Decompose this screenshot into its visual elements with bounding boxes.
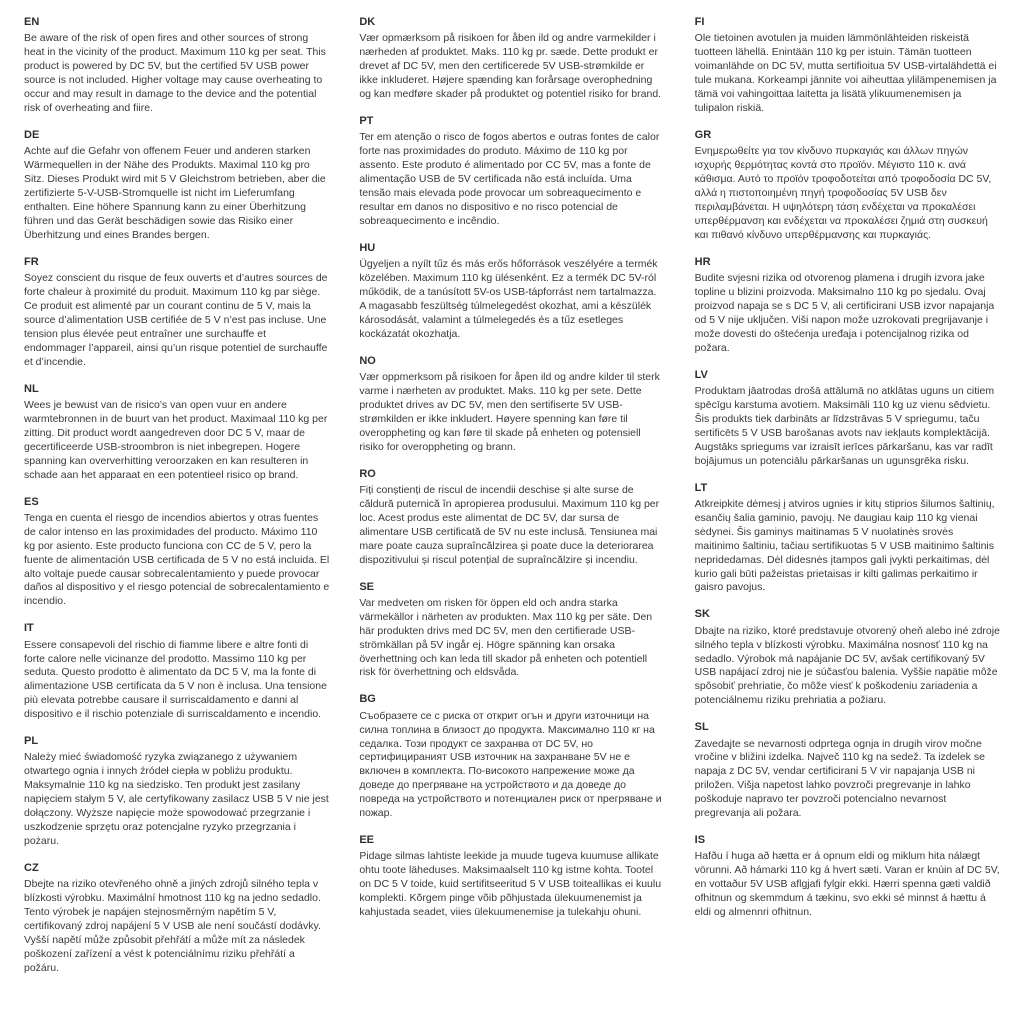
lang-code: PT	[359, 114, 374, 127]
lang-code: SK	[694, 608, 710, 621]
lang-code: HR	[694, 255, 711, 268]
lang-text: Wees je bewust van de risico’s van open vuur en andere warmtebronnen in de buurt van het product. Maximaal 110 kg per zitting. Dit product wordt aangedreven door DC 5 V, maar de gecertificeerde USB-stroombron is niet inbegrepen. Hogere spanning kan oververhitting veroorzaken en kan resulteren in schade aan het apparaat en een potentieel risico op brand.	[24, 398, 328, 481]
lang-code: RO	[359, 467, 376, 480]
lang-text: Be aware of the risk of open fires and other sources of strong heat in the vicinity of the product. Maximum 110 kg per seat. This product is powered by DC 5V, but the certified 5V USB power source is not included. Higher voltage may cause overheating to occur and may result in damage to the device and the potential risk of overheating and fiire.	[24, 32, 326, 114]
lang-code: BG	[359, 693, 376, 706]
lang-section-nl	[24, 383, 329, 483]
lang-text: Atkreipkite dėmesį į atviros ugnies ir kitų stiprios šilumos šaltinių, esančių šalia gaminio, pavojų. Ne daugiau kaip 110 kg vienai sėdynei. Šis gaminys maitinamas 5 V nuolatinės srovės maitinimo šaltiniu, tačiau sertifikuotas 5 V USB maitinimo šaltinis nepridedamas. Dėl didesnės įtampos gali įvykti perkaitimas, dėl kurio gali būti pažeistas prietaisas ir kilti galimas perkaitimo ir gaisro pavojus.	[694, 497, 995, 594]
lang-text: Съобразете се с риска от открит огън и други източници на силна топлина в близост до продукта. Максимално 110 кг на седалка. Този продукт се захранва от DC 5V, но сертифицираният USB източник на захранване 5V не е включен в комплекта. По-високото напрежение може да доведе до прегряване на устройството и да доведе до повреда на устройството и потенциален риск от прегряване и пожар.	[359, 709, 662, 820]
lang-text: Hafðu í huga að hætta er á opnum eldi og miklum hita nálægt vörunni. Að hámarki 110 kg á hvert sæti. Varan er knúin af DC 5V, en vottaður 5V USB aflgjafi fylgir ekki. Hærri spenna gæti valdið ofhitnun og skemmdum á tækinu, svo ekki sé minnst á hættu á eldi og almennri ofhitnun.	[694, 850, 1000, 919]
column-2	[359, 16, 664, 989]
lang-text: Vær oppmerksom på risikoen for åpen ild og andre kilder til sterk varme i nærheten av produktet. Maks. 110 kg per sete. Dette produktet drives av DC 5V, men den sertifiserte 5V USB-strømkilden er ikke inkludert. Høyere spenning kan føre til overoppheting og kan føre til skade på enheten og potensiell risiko for overoppheting og brann.	[359, 370, 660, 453]
lang-section-en	[24, 16, 329, 116]
lang-code: PL	[24, 735, 39, 748]
lang-text: Należy mieć świadomość ryzyka związanego z używaniem otwartego ognia i innych źródeł ciepła w pobliżu produktu. Maksymalnie 110 kg na siedzisko. Ten produkt jest zasilany napięciem stałym 5 V, ale certyfikowany zasilacz USB 5 V nie jest dołączony. Wyższe napięcie może spowodować przegrzanie i uszkodzenie sprzętu oraz potencjalne ryzyko przegrzania i pożaru.	[24, 751, 329, 848]
lang-section-bg	[359, 693, 664, 821]
lang-section-hu	[359, 242, 664, 342]
lang-text: Ter em atenção o risco de fogos abertos e outras fontes de calor forte nas proximidades do produto. Máximo de 110 kg por assento. Este produto é alimentado por CC 5V, mas a fonte de alimentação USB de 5V certificada não está incluída. Uma tensão mais elevada pode provocar um sobreaquecimento e resultar em danos no dispositivo e no risco potencial de sobreaquecimento e incêndio.	[359, 131, 660, 227]
lang-section-hr	[695, 256, 1000, 356]
lang-section-gr	[695, 129, 1000, 243]
lang-section-sl	[695, 721, 1000, 821]
lang-text: Ügyeljen a nyílt tűz és más erős hőforrások veszélyére a termék közelében. Maximum 110 kg ülésenként. Ez a termék DC 5V-ról működik, de a tanúsított 5V-os USB-tápforrást nem tartalmazza. A magasabb feszültség túlmelegedést okozhat, ami a készülék károsodását, valamint a túlmelegedés és a tűz esetleges kockázatát okozhatja.	[359, 258, 658, 340]
lang-code: IT	[24, 622, 34, 635]
lang-code: EN	[24, 16, 40, 28]
lang-text: Produktam jāatrodas drošā attālumā no atklātas uguns un citiem spēcīgu karstuma avotiem. Maksimāli 110 kg uz vienu sēdvietu. Šis produkts tiek darbināts ar līdzstrāvas 5 V spriegumu, taču sertificēts 5 V USB barošanas avots nav iekļauts komplektācijā. Augstāks spriegums var izraisīt ierīces pārkaršanu, kas var radīt bojājumus un potenciālu pārkaršanas un ugunsgrēka risku.	[694, 384, 995, 467]
lang-code: NL	[24, 382, 39, 395]
lang-code: LV	[694, 368, 708, 381]
lang-section-fr	[24, 256, 329, 370]
lang-text: Ενημερωθείτε για τον κίνδυνο πυρκαγιάς και άλλων πηγών ισχυρής θερμότητας κοντά στο προϊόν. Μέγιστο 110 κ. ανά κάθισμα. Αυτό το προϊόν τροφοδοτείται από τροφοδοσία DC 5V, αλλά η πιστοποιημένη πηγή τροφοδοσίας 5V USB δεν περιλαμβάνεται. Η υψηλότερη τάση ενδέχεται να προκαλέσει υπερθέρμανση και ενδέχεται να προκαλέσει ζημιά στη συσκευή και πιθανό κίνδυνο υπερθέρμανσης και πυρκαγιάς.	[694, 145, 992, 241]
lang-section-es	[24, 496, 329, 610]
lang-code: EE	[359, 834, 375, 847]
lang-code: GR	[694, 128, 712, 141]
lang-text: Essere consapevoli del rischio di fiamme libere e altre fonti di forte calore nelle vicinanze del prodotto. Massimo 110 kg per seduta. Questo prodotto è alimentato da DC 5 V, ma la fonte di alimentazione USB certificata da 5 V non è inclusa. Una tensione più elevata potrebbe causare il surriscaldamento e danni al dispositivo e il rischio potenziale di surriscaldamento e incendio.	[24, 638, 327, 721]
lang-code: NO	[359, 354, 376, 367]
lang-code: HU	[359, 241, 376, 254]
lang-text: Achte auf die Gefahr von offenem Feuer und anderen starken Wärmequellen in der Nähe des Produkts. Maximal 110 kg pro Sitz. Dieses Produkt wird mit 5 V Gleichstrom betrieben, aber die zertifizierte 5-V-USB-Stromquelle ist nicht im Lieferumfang enthalten. Eine höhere Spannung kann zu einer Überhitzung führen und das Gerät beschädigen sowie das Risiko einer Überhitzung und eines Brandes bergen.	[24, 145, 326, 241]
lang-code: CZ	[24, 862, 39, 875]
lang-section-it	[24, 622, 329, 722]
lang-section-dk	[359, 16, 664, 102]
lang-text: Pidage silmas lahtiste leekide ja muude tugeva kuumuse allikate ohtu toote läheduses. Maksimaalselt 110 kg istme kohta. Tootel on DC 5 V toide, kuid sertifitseeritud 5 V USB toiteallikas ei kuulu komplekti. Kõrgem pinge võib põhjustada ülekuumenemist ja kahjustada seadet, viies ülekuumenemise ja tulekahju ohuni.	[359, 850, 662, 919]
lang-code: LT	[694, 481, 708, 494]
lang-code: DK	[359, 16, 376, 28]
column-1	[24, 16, 329, 989]
lang-text: Tenga en cuenta el riesgo de incendios abiertos y otras fuentes de calor intenso en las proximidades del producto. Máximo 110 kg por asiento. Este producto funciona con CC de 5 V, pero la fuente de alimentación USB certificada de 5 V no está incluida. El alto voltaje puede causar sobrecalentamiento y puede provocar daños al dispositivo y el riesgo potencial de sobrecalentamiento e incendio.	[24, 511, 330, 608]
lang-section-pl	[24, 735, 329, 849]
lang-text: Fiți conștienți de riscul de incendii deschise și alte surse de căldură puternică în apropierea produsului. Maximum 110 kg per loc. Acest produs este alimentat de DC 5V, dar sursa de alimentare USB certificată de 5V nu este inclusă. Tensiunea mai mare poate cauza supraîncălzirea și poate duce la deteriorarea dispozitivului și riscul potențial de supraîncălzire și incendiu.	[359, 483, 660, 566]
lang-text: Ole tietoinen avotulen ja muiden lämmönlähteiden riskeistä tuotteen lähellä. Enintään 110 kg per istuin. Tämän tuotteen voimanlähde on DC 5V, mutta sertifioitua 5V USB-virtalähdettä ei tule mukana. Korkeampi jännite voi aiheuttaa ylilämpenemisen ja tämä voi vahingoittaa laitetta ja lisätä ylikuumenemisen ja tulipalon riskiä.	[694, 32, 997, 114]
lang-code: ES	[24, 495, 39, 508]
lang-text: Budite svjesni rizika od otvorenog plamena i drugih izvora jake topline u blizini proizvoda. Maksimalno 110 kg po sjedalu. Ovaj proizvod napaja se s DC 5 V, ali certificirani USB izvor napajanja od 5 V nije uključen. Viši napon može uzrokovati pregrijavanje i može dovesti do oštećenja uređaja i potencijalnog rizika od požara.	[694, 271, 995, 354]
lang-section-cz	[24, 862, 329, 976]
lang-text: Vær opmærksom på risikoen for åben ild og andre varmekilder i nærheden af produktet. Maks. 110 kg pr. sæde. Dette produkt er drevet af DC 5V, men den certificerede 5V USB-strømkilde er ikke inkluderet. Højere spænding kan forårsage overophedning og kan medføre skader på produktet og potentiel risiko for brand.	[359, 32, 662, 100]
lang-text: Var medveten om risken för öppen eld och andra starka värmekällor i närheten av produkten. Max 110 kg per säte. Den här produkten drivs med DC 5V, men den certifierade USB-strömkällan på 5V ingår ej. Högre spänning kan orsaka överhettning och kan leda till skador på enheten och potentiell risk för överhettning och eldsvåda.	[359, 596, 653, 679]
column-3	[695, 16, 1000, 989]
lang-code: SL	[694, 721, 709, 734]
lang-section-fi	[695, 16, 1000, 116]
lang-code: DE	[24, 128, 40, 141]
lang-text: Soyez conscient du risque de feux ouverts et d’autres sources de forte chaleur à proximité du produit. Maximum 110 kg par siège. Ce produit est alimenté par un courant continu de 5 V, mais la source d’alimentation USB certifiée de 5 V n’est pas incluse. Une tension plus élevée peut entraîner une surchauffe et endommager l’appareil, ainsi qu’un risque potentiel de surchauffe et d’incendie.	[24, 271, 328, 368]
lang-text: Dbejte na riziko otevřeného ohně a jiných zdrojů silného tepla v blízkosti výrobku. Maximální hmotnost 110 kg na jedno sedadlo. Tento výrobek je napájen stejnosměrným napětím 5 V, certifikovaný zdroj napájení 5 V USB ale není součástí dodávky. Vyšší napětí může způsobit přehřátí a může mít za následek poškození zařízení a vést k potenciálnímu riziku přehřátí a požáru.	[24, 878, 321, 975]
lang-section-pt	[359, 115, 664, 229]
lang-code: IS	[694, 834, 706, 847]
lang-section-ee	[359, 834, 664, 920]
lang-section-lt	[695, 482, 1000, 596]
lang-section-no	[359, 355, 664, 455]
lang-section-lv	[695, 369, 1000, 469]
lang-text: Zavedajte se nevarnosti odprtega ognja in drugih virov močne vročine v bližini izdelka. Največ 110 kg na sedež. Ta izdelek se napaja z DC 5V, vendar certificirani 5 V vir napajanja USB ni priložen. Višja napetost lahko povzroči pregrevanje in lahko poškoduje napravo ter povzroči potencialno nevarnost pregrevanja ali požara.	[694, 737, 985, 820]
lang-section-sk	[695, 608, 1000, 708]
lang-section-se	[359, 581, 664, 681]
lang-text: Dbajte na riziko, ktoré predstavuje otvorený oheň alebo iné zdroje silného tepla v blízkosti výrobku. Maximálna nosnosť 110 kg na sedadlo. Výrobok má napájanie DC 5V, avšak certifikovaný 5V USB napájací zdroj nie je súčasťou balenia. Vyššie napätie môže spôsobiť prehriatie, čo môže viesť k poškodeniu zariadenia a potenciálnemu riziku prehriatia a požiaru.	[694, 624, 1000, 707]
lang-section-ro	[359, 468, 664, 568]
lang-section-is	[695, 834, 1000, 920]
lang-section-de	[24, 129, 329, 243]
lang-code: FI	[694, 16, 705, 28]
lang-code: SE	[359, 580, 375, 593]
lang-code: FR	[24, 255, 39, 268]
